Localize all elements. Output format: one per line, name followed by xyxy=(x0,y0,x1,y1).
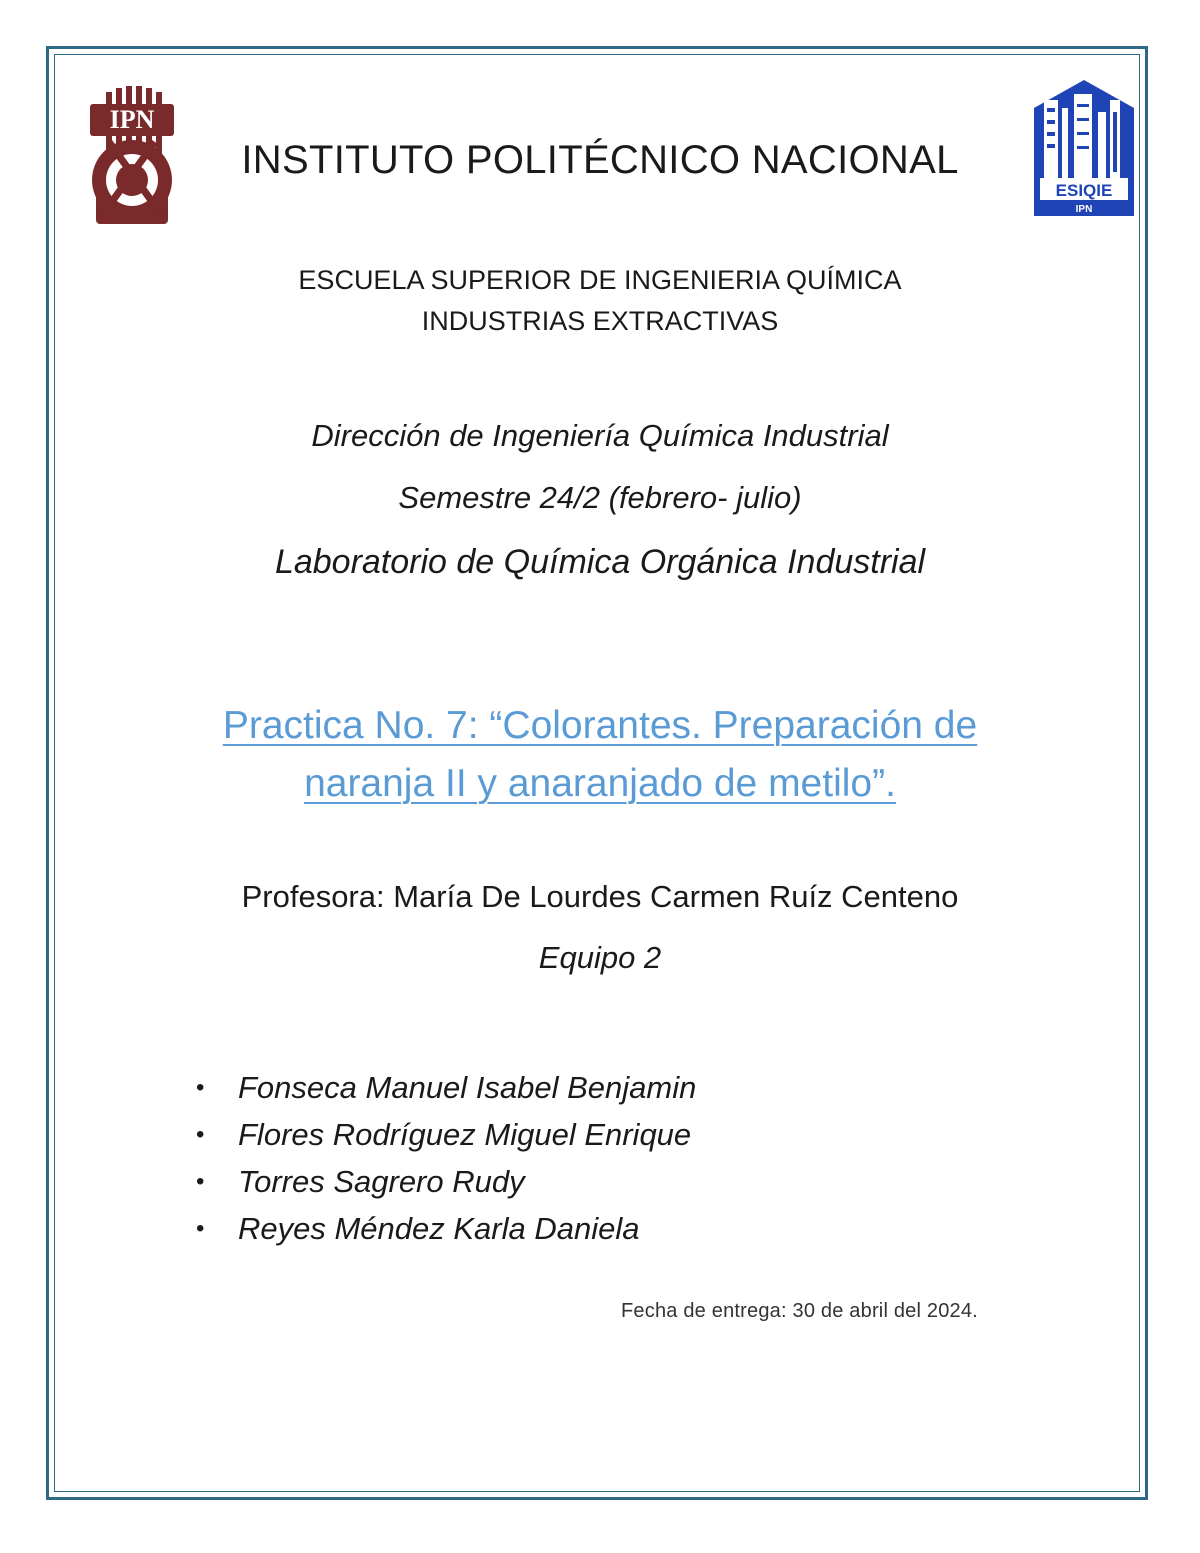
bullet-icon: • xyxy=(196,1121,205,1148)
institution-title: INSTITUTO POLITÉCNICO NACIONAL xyxy=(241,138,959,182)
esiqie-logo-subtext: IPN xyxy=(1075,204,1093,215)
member-name: Fonseca Manuel Isabel Benjamin xyxy=(238,1070,697,1105)
list-item xyxy=(196,1205,696,1252)
bullet-icon: • xyxy=(196,1074,205,1101)
member-name: Flores Rodríguez Miguel Enrique xyxy=(238,1117,692,1152)
bullet-icon: • xyxy=(196,1168,205,1195)
semester: Semestre 24/2 (febrero- julio) xyxy=(398,480,802,515)
list-item xyxy=(196,1158,696,1205)
team-members-list xyxy=(196,1064,696,1252)
teacher-name: Profesora: María De Lourdes Carmen Ruíz Centeno xyxy=(241,879,959,914)
practice-title-line2: naranja II y anaranjado de metilo”. xyxy=(304,762,896,805)
direction-name: Dirección de Ingeniería Química Industrial xyxy=(311,418,889,453)
laboratory-name: Laboratorio de Química Orgánica Industrial xyxy=(274,543,926,581)
practice-title xyxy=(0,697,1200,813)
member-name: Reyes Méndez Karla Daniela xyxy=(238,1211,640,1246)
team-name: Equipo 2 xyxy=(538,940,662,975)
esiqie-logo-text: ESIQIE xyxy=(1055,181,1113,200)
practice-title-line1: Practica No. 7: “Colorantes. Preparación de xyxy=(222,704,978,747)
list-item xyxy=(196,1111,696,1158)
list-item xyxy=(196,1064,696,1111)
school-name-line1: ESCUELA SUPERIOR DE INGENIERIA QUÍMICA xyxy=(298,265,902,295)
school-name xyxy=(0,260,1200,342)
ipn-logo-text: IPN xyxy=(109,105,155,134)
delivery-date: Fecha de entrega: 30 de abril del 2024. xyxy=(621,1300,978,1322)
bullet-icon: • xyxy=(196,1215,205,1242)
school-name-line2: INDUSTRIAS EXTRACTIVAS xyxy=(421,306,779,336)
member-name: Torres Sagrero Rudy xyxy=(238,1164,525,1199)
